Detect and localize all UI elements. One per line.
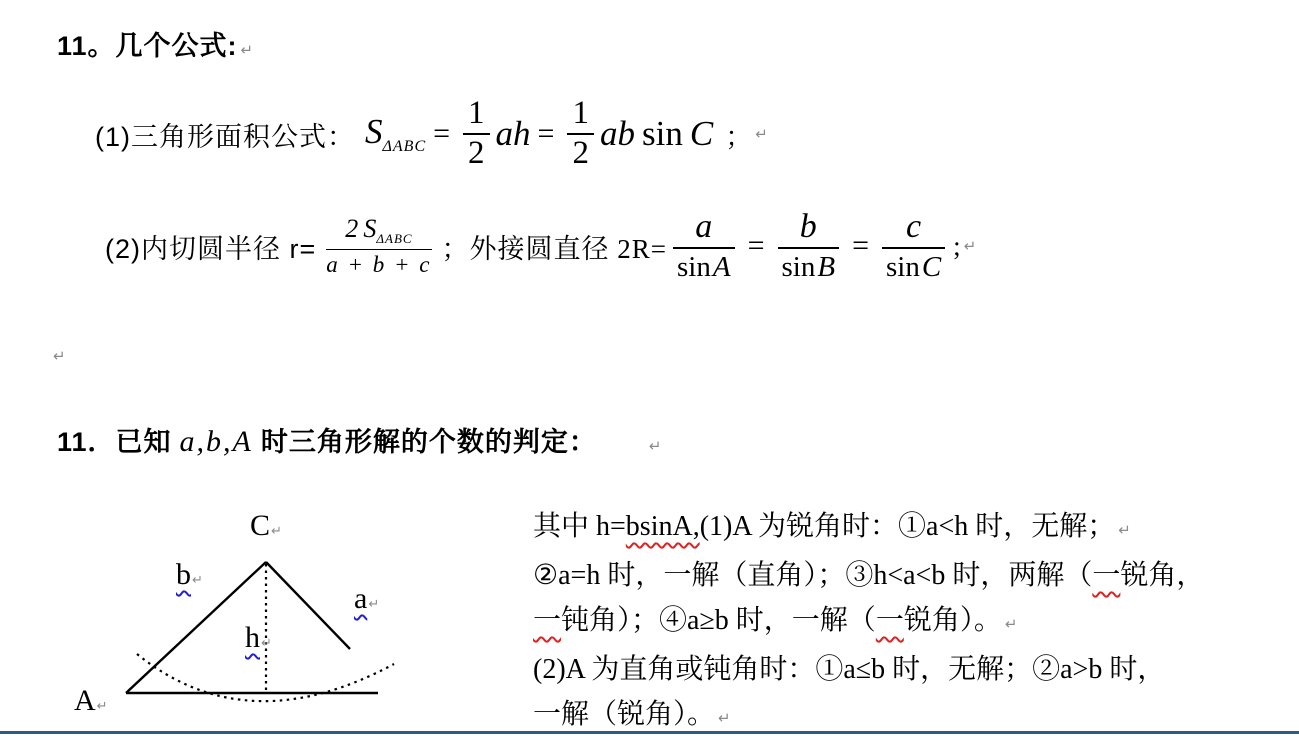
fraction-bar [673,247,735,249]
formula2-middle-label: ；外接圆直径 2R= [441,233,668,264]
triangle-area-formula [95,88,768,180]
paragraph-mark-icon: ↵ [1004,615,1018,633]
formulas-heading-text: 11。几个公式: [57,31,238,61]
angle-A: A [712,250,731,283]
formula1-label: (1)三角形面积公式： [95,121,355,152]
formula1-math [355,97,768,170]
fraction-one-half [567,97,594,170]
empty-paragraph [50,347,66,366]
S-subscript: ΔABC [376,231,413,247]
solution-cases-text [533,504,1263,741]
fraction-one-half [463,97,490,170]
formula2-math [316,207,977,283]
paragraph-mark-icon: ↵ [368,597,380,612]
area-symbol [365,112,426,156]
line1-misspelled-term: bsinA, [625,511,700,542]
cases-heading [57,420,662,459]
cases-heading-prefix: 11．已知 [57,427,172,457]
side-b-label: b [176,558,191,591]
fraction-denominator: 2 [572,135,589,171]
line1-part2: (1)A 为锐角时：①a<h 时，无解； [699,511,1116,542]
term-ah: ah [495,114,531,153]
diagram-label-h [245,623,272,653]
paragraph-mark-icon: ↵ [240,41,255,59]
text-line [533,553,1263,598]
ratio-numerator: b [799,207,817,245]
ratio-numerator: c [906,207,922,245]
semicolon: ； [725,121,753,152]
line1-part1: 其中 h= [533,511,626,542]
term-ab: ab [599,114,635,153]
ratio-b-over-sinB [778,207,840,283]
S-variable: S [363,214,377,244]
S-subscript: ΔABC [382,138,427,155]
paragraph-mark-icon: ↵ [53,347,66,365]
sin-function: sin [677,250,711,283]
sin-function: sin [781,250,816,283]
line2-part2: 锐角， [1120,560,1205,591]
fraction-bar [882,247,945,249]
line3-flagged-char: 一 [533,605,562,636]
incircle-circumcircle-formula [105,196,976,296]
bottom-border-rule [0,731,1299,734]
paragraph-mark-icon: ↵ [718,709,731,727]
line4-part1: (2)A 为直角或钝角时：①a≤b 时，无解；②a>b 时， [533,654,1166,685]
fraction-bar [326,249,431,250]
side-a-line [266,562,350,649]
text-line [533,504,1263,553]
ratio-denominator [778,252,840,282]
equals-sign: = [747,229,765,262]
line3-flagged-char2: 一 [875,605,904,636]
line5-part1: 一解（锐角）。 [533,699,716,730]
diagram-label-A [74,686,108,716]
sin-function: sin [641,114,683,153]
equals-sign: = [433,117,451,150]
ratio-a-over-sinA [673,207,735,283]
equals-sign: = [852,229,869,262]
paragraph-mark-icon: ↵ [192,573,203,588]
S-variable: S [365,112,383,151]
cases-heading-suffix: 时三角形解的个数的判定： [260,427,597,457]
formula2-label: (2)内切圆半径 r= [105,233,317,264]
line3-part1: 钝角）；④a≥b 时，一解（ [561,605,876,636]
fraction-numerator [335,216,422,245]
paragraph-mark-icon: ↵ [755,125,768,143]
term-absinC [600,114,713,154]
ratio-c-over-sinC [882,207,945,283]
vertex-A-label: A [74,684,96,717]
fraction-numerator: 1 [468,95,485,132]
fraction-denominator: 2 [468,135,485,171]
equals-sign: = [537,117,555,150]
fraction-numerator: 1 [572,95,589,132]
semicolon: ; [953,230,961,261]
paragraph-mark-icon: ↵ [261,636,272,651]
paragraph-mark-icon: ↵ [96,699,108,714]
formulas-heading [57,24,254,63]
paragraph-mark-icon: ↵ [271,524,282,539]
line3-part2: 锐角）。 [903,605,1002,636]
sin-function: sin [885,250,920,283]
fraction-2S-over-perimeter [326,216,431,275]
fraction-denominator: a + b + c [326,251,432,277]
fraction-bar [778,247,840,249]
coefficient-2: 2 [345,214,359,244]
cases-heading-variables: a,b,A [179,425,253,458]
line2-flagged-char: 一 [1092,560,1121,591]
paragraph-mark-icon: ↵ [648,437,663,455]
diagram-label-C [250,511,282,541]
ratio-denominator [882,252,945,282]
vertex-C-label: C [250,509,271,542]
diagram-label-a [354,584,379,614]
text-line [533,598,1263,647]
paragraph-mark-icon: ↵ [1118,521,1131,539]
angle-B: B [817,250,836,283]
angle-C: C [689,114,714,153]
side-a-label: a [354,582,368,615]
diagram-label-b [176,560,203,590]
text-line [533,647,1263,692]
paragraph-mark-icon: ↵ [963,237,977,255]
ratio-denominator [673,252,735,282]
line2-part1: ②a=h 时，一解（直角）；③h<a<b 时，两解（ [533,560,1093,591]
height-h-label: h [245,621,260,654]
ratio-numerator: a [695,207,713,245]
angle-C: C [921,250,942,283]
